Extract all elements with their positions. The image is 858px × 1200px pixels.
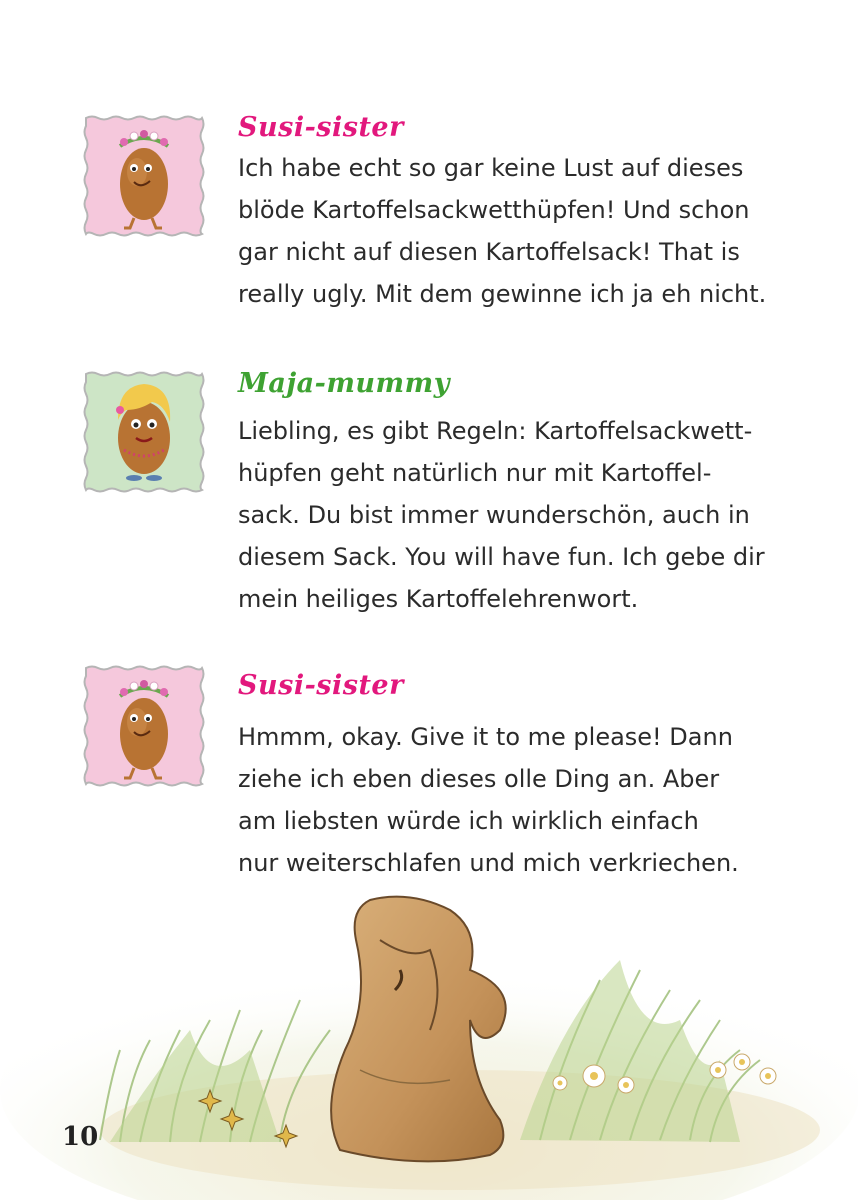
dialogue-line: sack. Du bist immer wunderschön, auch in: [238, 501, 750, 529]
potato-sack-illustration: [0, 880, 858, 1200]
dialogue-line: blöde Kartoffelsackwetthüpfen! Und schon: [238, 196, 750, 224]
dialogue-text: [238, 716, 818, 884]
potato-sack-in-grass-icon: [0, 880, 858, 1200]
speaker-name: Susi-sister: [238, 112, 404, 143]
dialogue-line: nur weiterschlafen und mich verkriechen.: [238, 849, 739, 877]
dialogue-line: mein heiliges Kartoffelehrenwort.: [238, 585, 639, 613]
speaker-name: Maja-mummy: [238, 368, 450, 399]
dialogue-line: really ugly. Mit dem gewinne ich ja eh nicht.: [238, 280, 767, 308]
susi-sister-avatar: [82, 114, 206, 238]
potato-girl-flower-crown-icon: [82, 664, 206, 788]
potato-mom-blonde-necklace-icon: [82, 370, 206, 494]
maja-mummy-avatar: [82, 370, 206, 494]
dialogue-line: ziehe ich eben dieses olle Ding an. Aber: [238, 765, 720, 793]
dialogue-line: diesem Sack. You will have fun. Ich gebe dir: [238, 543, 765, 571]
potato-girl-flower-crown-icon: [82, 114, 206, 238]
speaker-name: Susi-sister: [238, 670, 404, 701]
dialogue-text: [238, 410, 818, 620]
dialogue-line: gar nicht auf diesen Kartoffelsack! That is: [238, 238, 740, 266]
page-number: 10: [62, 1122, 99, 1152]
susi-sister-avatar: [82, 664, 206, 788]
dialogue-line: Hmmm, okay. Give it to me please! Dann: [238, 723, 733, 751]
dialogue-line: hüpfen geht natürlich nur mit Kartoffel-: [238, 459, 712, 487]
dialogue-line: Ich habe echt so gar keine Lust auf dieses: [238, 154, 744, 182]
dialogue-line: Liebling, es gibt Regeln: Kartoffelsackwett-: [238, 417, 753, 445]
dialogue-text: [238, 147, 818, 315]
dialogue-line: am liebsten würde ich wirklich einfach: [238, 807, 699, 835]
